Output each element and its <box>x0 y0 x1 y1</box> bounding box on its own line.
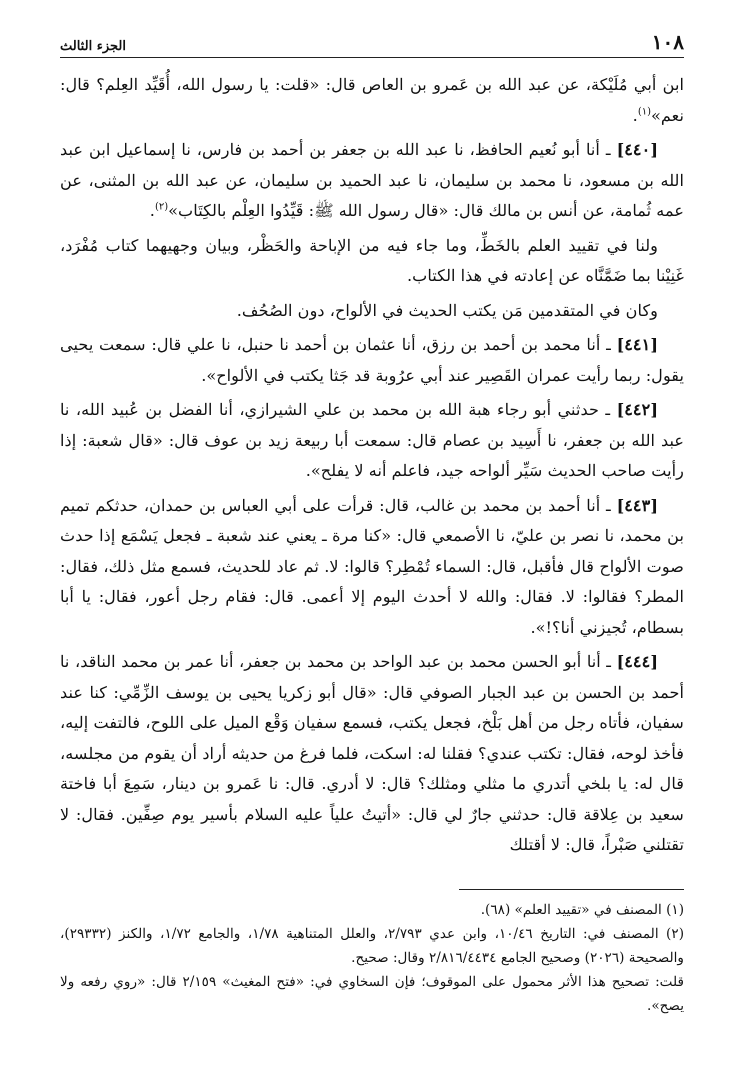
paragraph-text: ـ أنا أبو الحسن محمد بن عبد الواحد بن محمد بن جعفر، أنا عمر بن محمد الناقد، نا أحمد بن الحسن بن عبد الجبار الصوفي قال: «قال أبو زكريا يحيى بن يوسف الزِّمِّي: كنا عند سفيان، فأتاه رجل من أهل بَلْخ، فجعل يكتب، فسمع سفيان وَقْع الميل على اللوح، فالتفت إليه، فأخذ لوحه، فقال: تكتب عندي؟ فقلنا له: اسكت، فلما فرغ من حديثه أراد أن يقوم من مجلسه، قال له: يا بلخي أتدري ما مثلي ومثلك؟ قال: لا أدري. قال: نا عَمرو بن دينار، سَمِعَ أبا فاختة سعيد بن عِلاقة قال: حدثني جارٌ لي قال: «أتيتُ علياً عليه السلام بأسير يوم صِفِّين. فقال: لا تقتلني صَبْراً، قال: لا أقتلك <box>60 652 684 854</box>
footnote-comment: قلت: تصحيح هذا الأثر محمول على الموقوف؛ فإن السخاوي في: «فتح المغيث» ٢/١٥٩ قال: «روي رفعه ولا يصح». <box>60 973 684 1014</box>
footnote: (٢) المصنف في: التاريخ ١٠/٤٦، وابن عدي ٢/٧٩٣، والعلل المتناهية ١/٧٨، والجامع ١/٧٢، والكنز (٢٩٣٣٢)، والصحيحة (٢٠٢٦) وصحيح الجامع ٢/٨١٦/٤٤٣٤ وقال: صحيح. <box>60 925 684 966</box>
hadith-paragraph <box>60 330 684 391</box>
paragraph <box>60 231 684 292</box>
paragraph-text: ـ حدثني أبو رجاء هبة الله بن محمد بن علي الشيرازي، أنا الفضل بن عُبيد الله، نا عبد الله بن جعفر، نا أَسِيد بن عصام قال: سمعت أبا ربيعة زيد بن عوف قال: «قال شعبة: إذا رأيت صاحب الحديث سَيِّر ألواحه جيد، فاعلم أنه لا يفلح». <box>60 400 684 480</box>
hadith-number: [٤٤٣] <box>616 495 658 515</box>
paragraph-text: ـ أنا محمد بن أحمد بن رزق، أنا عثمان بن أحمد نا حنبل، نا علي قال: سمعت يحيى يقول: ربما رأيت عمران القَصِير عند أبي عرُوبة قد جَثا يكتب في الألواح». <box>60 335 684 385</box>
paragraph-tail: . <box>149 201 155 220</box>
hadith-number: [٤٤٤] <box>616 652 658 671</box>
paragraph-text: ـ أنا أبو نُعيم الحافظ، نا عبد الله بن جعفر بن أحمد بن فارس، نا إسماعيل ابن عبد الله بن مسعود، نا محمد بن سليمان، نا عبد الحميد بن سليمان، عن عبد الله بن المثنى، عن عمه ثُمامة، عن أنس بن مالك قال: «قال رسول الله ﷺ: قَيِّدُوا العِلْم بالكِتَاب» <box>60 140 684 220</box>
hadith-number: [٤٤٢] <box>616 400 658 419</box>
paragraph <box>60 296 684 327</box>
footnotes <box>60 898 684 1018</box>
hadith-number: [٤٤١] <box>616 335 658 354</box>
footnote-divider <box>459 889 684 890</box>
hadith-paragraph <box>60 647 684 861</box>
paragraph-text: ـ أنا أحمد بن محمد بن غالب، قال: قرأت على أبي العباس بن حمدان، حدثكم تميم بن محمد، نا نصر بن عليّ، نا الأصمعي قال: «كنا مرة ـ يعني عند شعبة ـ فجعل يَسْمَع إذا حدث صوت الألواح قال فأقبل، قال: السماء تُمْطِر؟ قالوا: لا. ثم عاد للحديث، فسمع مثل ذلك، فقال: المطر؟ فقالوا: لا. فقال: والله لا أحدث اليوم إلا أعمى. قال: فقام رجل أعور، فقال: يا أبا بسطام، تُجيزني أنا؟!». <box>60 495 684 637</box>
footnote-marker: (٢) <box>154 201 169 213</box>
part-title: الجزء الثالث <box>60 39 126 54</box>
paragraph <box>60 70 684 131</box>
page-number: ١٠٨ <box>651 30 684 54</box>
hadith-paragraph <box>60 135 684 227</box>
paragraph-tail: . <box>632 105 638 125</box>
running-header <box>60 30 684 58</box>
hadith-paragraph <box>60 491 684 644</box>
hadith-number: [٤٤٠] <box>616 140 658 159</box>
hadith-paragraph <box>60 395 684 487</box>
footnote: (١) المصنف في «تقييد العلم» (٦٨). <box>480 901 684 918</box>
footnote-marker: (١) <box>637 106 651 118</box>
main-text <box>60 70 684 861</box>
paragraph-text: ابن أبي مُلَيْكة، عن عبد الله بن عَمرو بن العاص قال: «قلت: يا رسول الله، أُقَيِّد العِلم؟ قال: نعم» <box>60 75 684 125</box>
paragraph-text: وكان في المتقدمين مَن يكتب الحديث في الألواح، دون الصُحُف. <box>236 300 658 320</box>
paragraph-text: ولنا في تقييد العلم بالخَطِّ، وما جاء فيه من الإباحة والحَظْر، وبيان وجهيهما كتاب مُفْرَد، غَنِيْنا بما ضَمَّنَّاه عن إعادته في هذا الكتاب. <box>60 235 684 285</box>
